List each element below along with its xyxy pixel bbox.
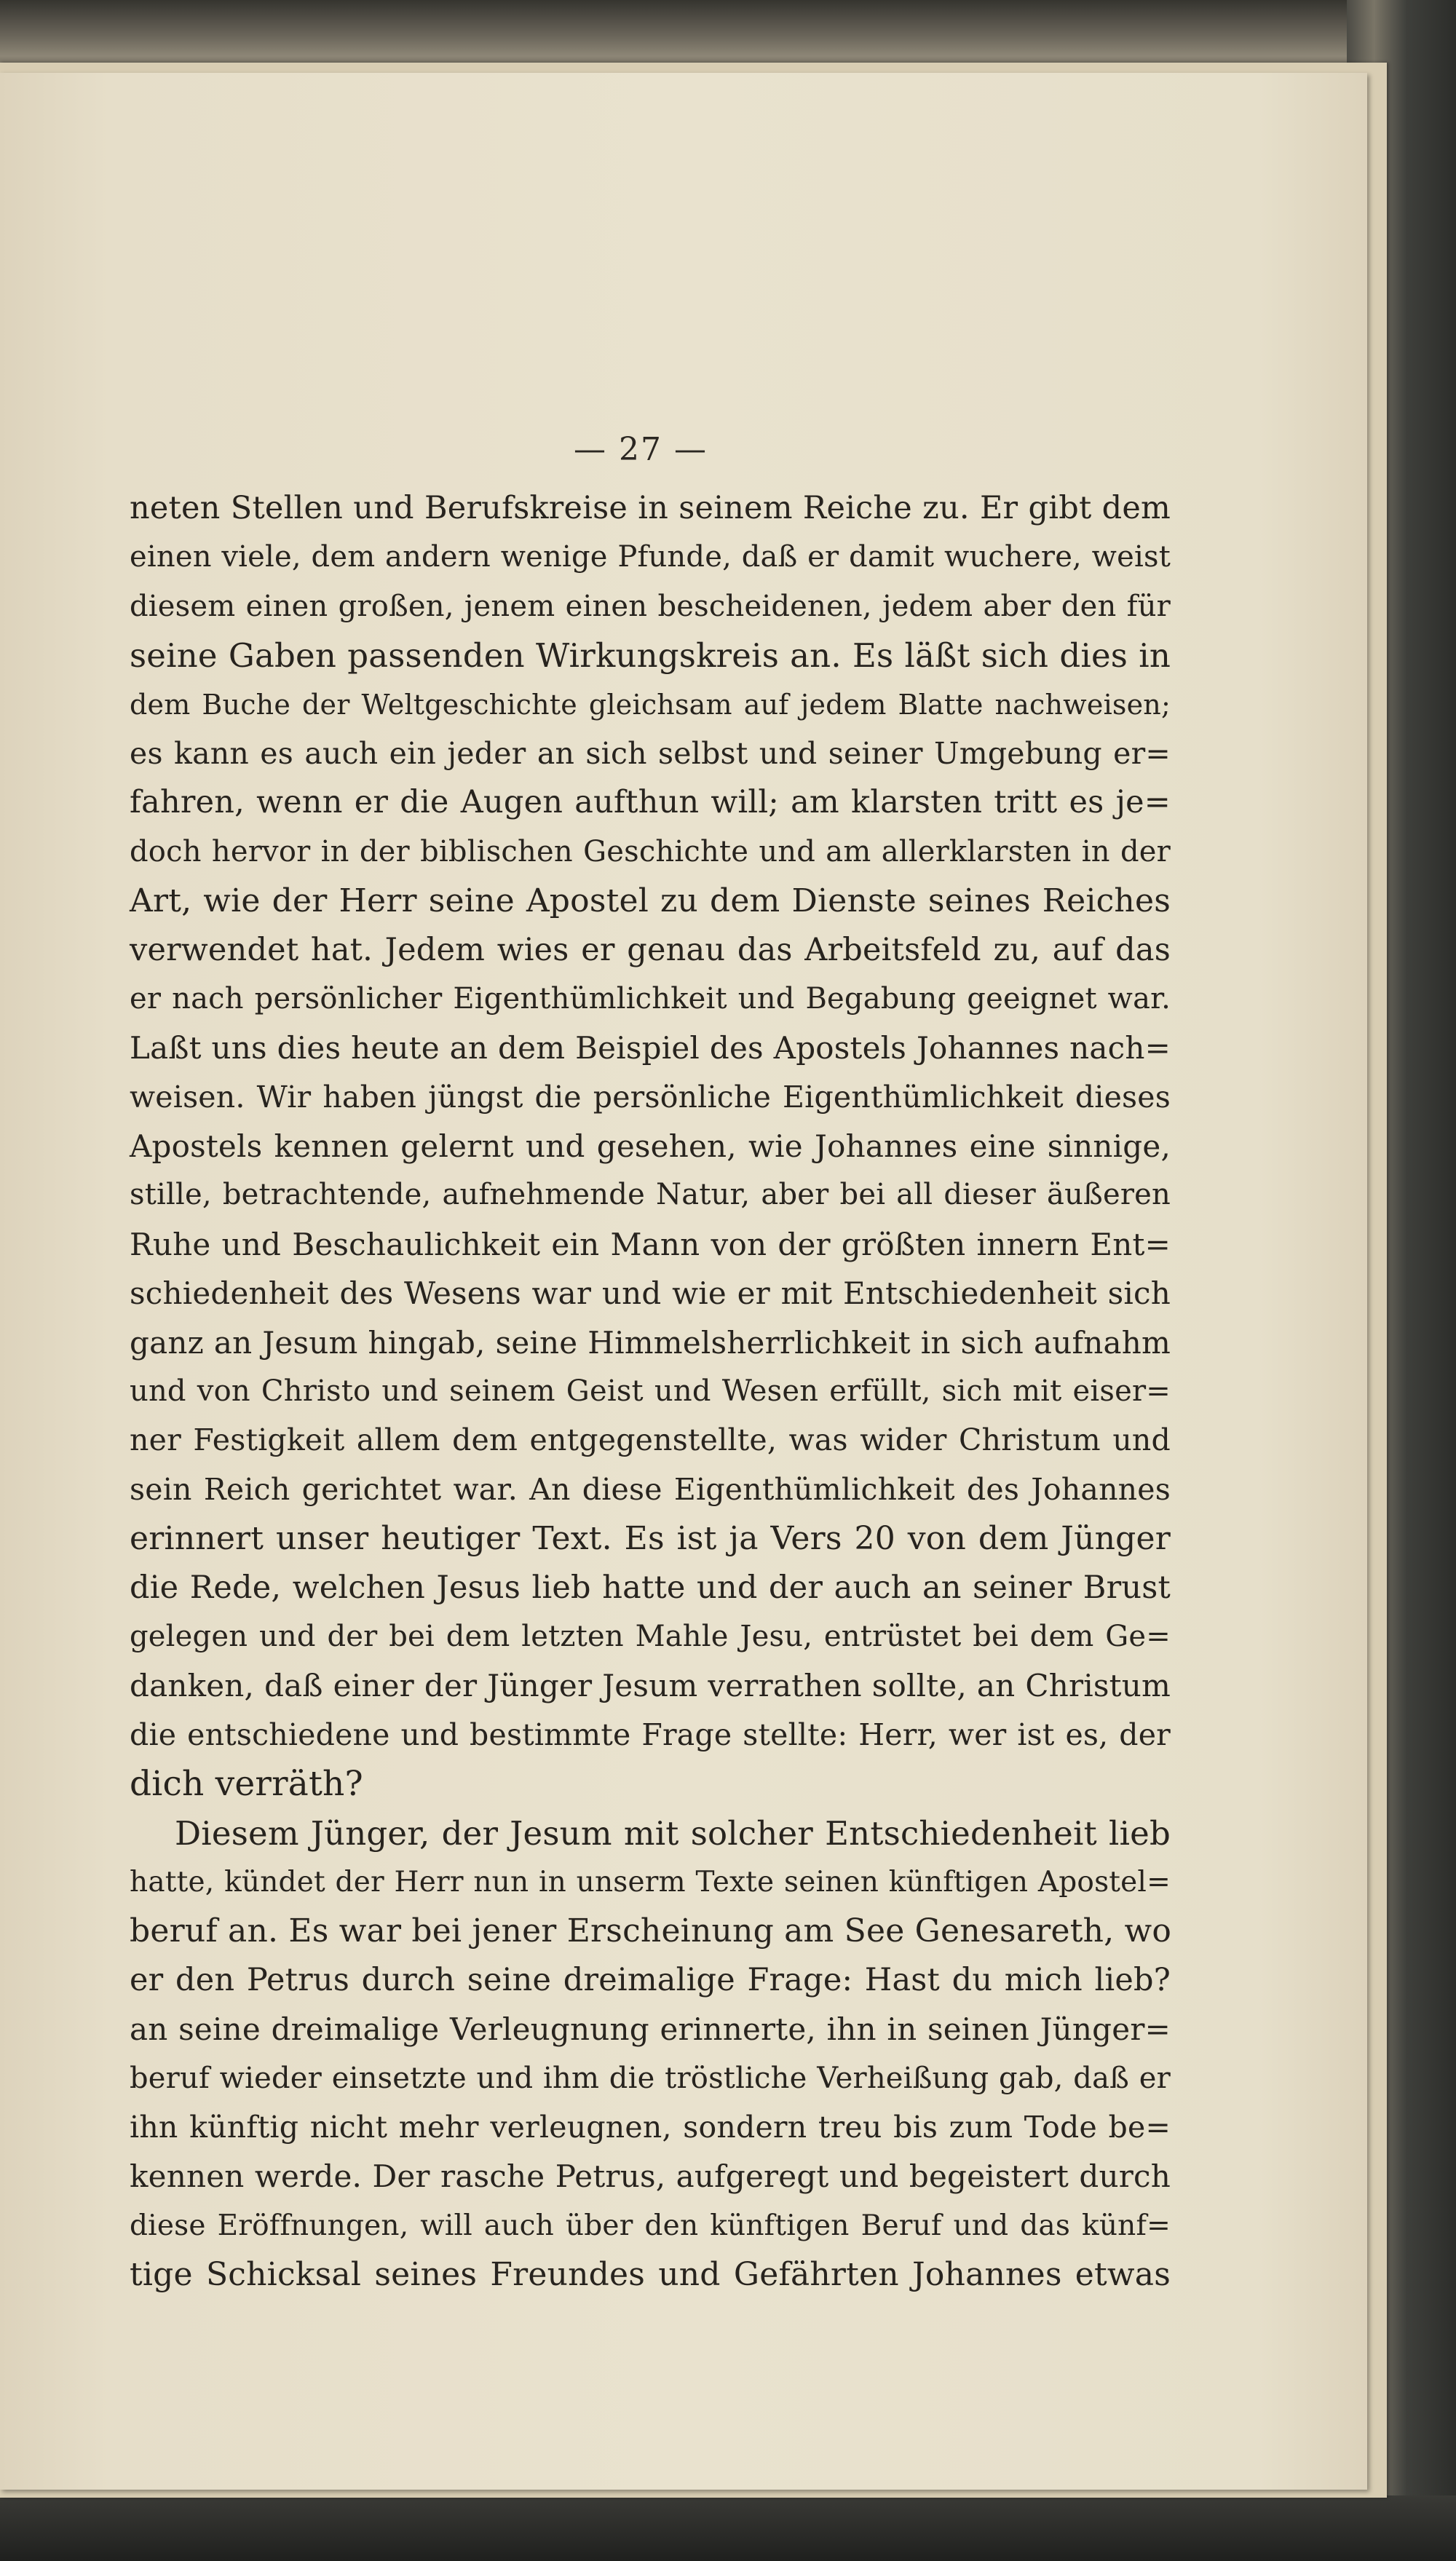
text-line: Ruhe und Beschaulichkeit ein Mann von der größten innern Ent= <box>130 1226 1171 1262</box>
body-text <box>130 484 1171 2299</box>
text-line: Diesem Jünger, der Jesum mit solcher Entschiedenheit lieb <box>175 1813 1171 1853</box>
text-line: und von Christo und seinem Geist und Wesen erfüllt, sich mit eiser= <box>130 1374 1171 1409</box>
text-line: die entschiedene und bestimmte Frage stellte: Herr, wer ist es, der <box>130 1717 1171 1752</box>
text-line: dem Buche der Weltgeschichte gleichsam auf jedem Blatte nachweisen; <box>130 688 1171 721</box>
text-line: stille, betrachtende, aufnehmende Natur, aber bei all dieser äußeren <box>130 1178 1171 1212</box>
book-page <box>0 73 1367 2490</box>
text-line: Art, wie der Herr seine Apostel zu dem Dienste seines Reiches <box>130 882 1171 920</box>
text-line: schiedenheit des Wesens war und wie er mit Entschiedenheit sich <box>130 1275 1171 1312</box>
text-line: er den Petrus durch seine dreimalige Frage: Hast du mich lieb? <box>130 1961 1171 1998</box>
text-line: gelegen und der bei dem letzten Mahle Jesu, entrüstet bei dem Ge= <box>130 1619 1171 1653</box>
text-line: diese Eröffnungen, will auch über den künftigen Beruf und das künf= <box>130 2209 1171 2242</box>
text-line: es kann es auch ein jeder an sich selbst und seiner Umgebung er= <box>130 735 1171 771</box>
text-line: einen viele, dem andern wenige Pfunde, daß er damit wuchere, weist <box>130 540 1171 574</box>
text-line: doch hervor in der biblischen Geschichte und am allerklarsten in der <box>130 834 1171 868</box>
text-line: die Rede, welchen Jesus lieb hatte und der auch an seiner Brust <box>130 1569 1171 1606</box>
cover-bottom-edge <box>0 2495 1456 2561</box>
text-line: beruf wieder einsetzte und ihm die tröstliche Verheißung gab, daß er <box>130 2061 1171 2095</box>
text-line: dich verräth? <box>130 1764 363 1805</box>
text-line: ganz an Jesum hingab, seine Himmelsherrlichkeit in sich aufnahm <box>130 1324 1171 1361</box>
text-line: diesem einen großen, jenem einen bescheidenen, jedem aber den für <box>130 589 1171 623</box>
text-line: verwendet hat. Jedem wies er genau das Arbeitsfeld zu, auf das <box>130 931 1171 968</box>
text-line: beruf an. Es war bei jener Erscheinung am See Genesareth, wo <box>130 1912 1172 1950</box>
text-line: fahren, wenn er die Augen aufthun will; am klarsten tritt es je= <box>130 784 1171 821</box>
text-line: ner Festigkeit allem dem entgegenstellte, was wider Christum und <box>130 1422 1171 1458</box>
text-line: danken, daß einer der Jünger Jesum verrathen sollte, an Christum <box>130 1668 1171 1704</box>
text-line: tige Schicksal seines Freundes und Gefährten Johannes etwas <box>130 2256 1171 2294</box>
text-line: er nach persönlicher Eigenthümlichkeit und Begabung geeignet war. <box>130 981 1171 1016</box>
text-line: weisen. Wir haben jüngst die persönliche Eigenthümlichkeit dieses <box>130 1079 1171 1115</box>
text-line: neten Stellen und Berufskreise in seinem Reiche zu. Er gibt dem <box>130 490 1171 526</box>
text-line: erinnert unser heutiger Text. Es ist ja Vers 20 von dem Jünger <box>130 1520 1171 1558</box>
page-number: — 27 — <box>574 431 708 468</box>
text-line: Laßt uns dies heute an dem Beispiel des Apostels Johannes nach= <box>130 1030 1171 1066</box>
text-line: seine Gaben passenden Wirkungskreis an. Es läßt sich dies in <box>130 636 1171 676</box>
text-line: an seine dreimalige Verleugnung erinnerte, ihn in seinen Jünger= <box>130 2011 1171 2048</box>
text-line: sein Reich gerichtet war. An diese Eigenthümlichkeit des Johannes <box>130 1471 1171 1507</box>
text-line: Apostels kennen gelernt und gesehen, wie Johannes eine sinnige, <box>130 1128 1171 1165</box>
text-line: kennen werde. Der rasche Petrus, aufgeregt und begeistert durch <box>130 2158 1171 2195</box>
text-line: hatte, kündet der Herr nun in unserm Texte seinen künftigen Apostel= <box>130 1865 1171 1899</box>
text-line: ihn künftig nicht mehr verleugnen, sondern treu bis zum Tode be= <box>130 2109 1171 2145</box>
